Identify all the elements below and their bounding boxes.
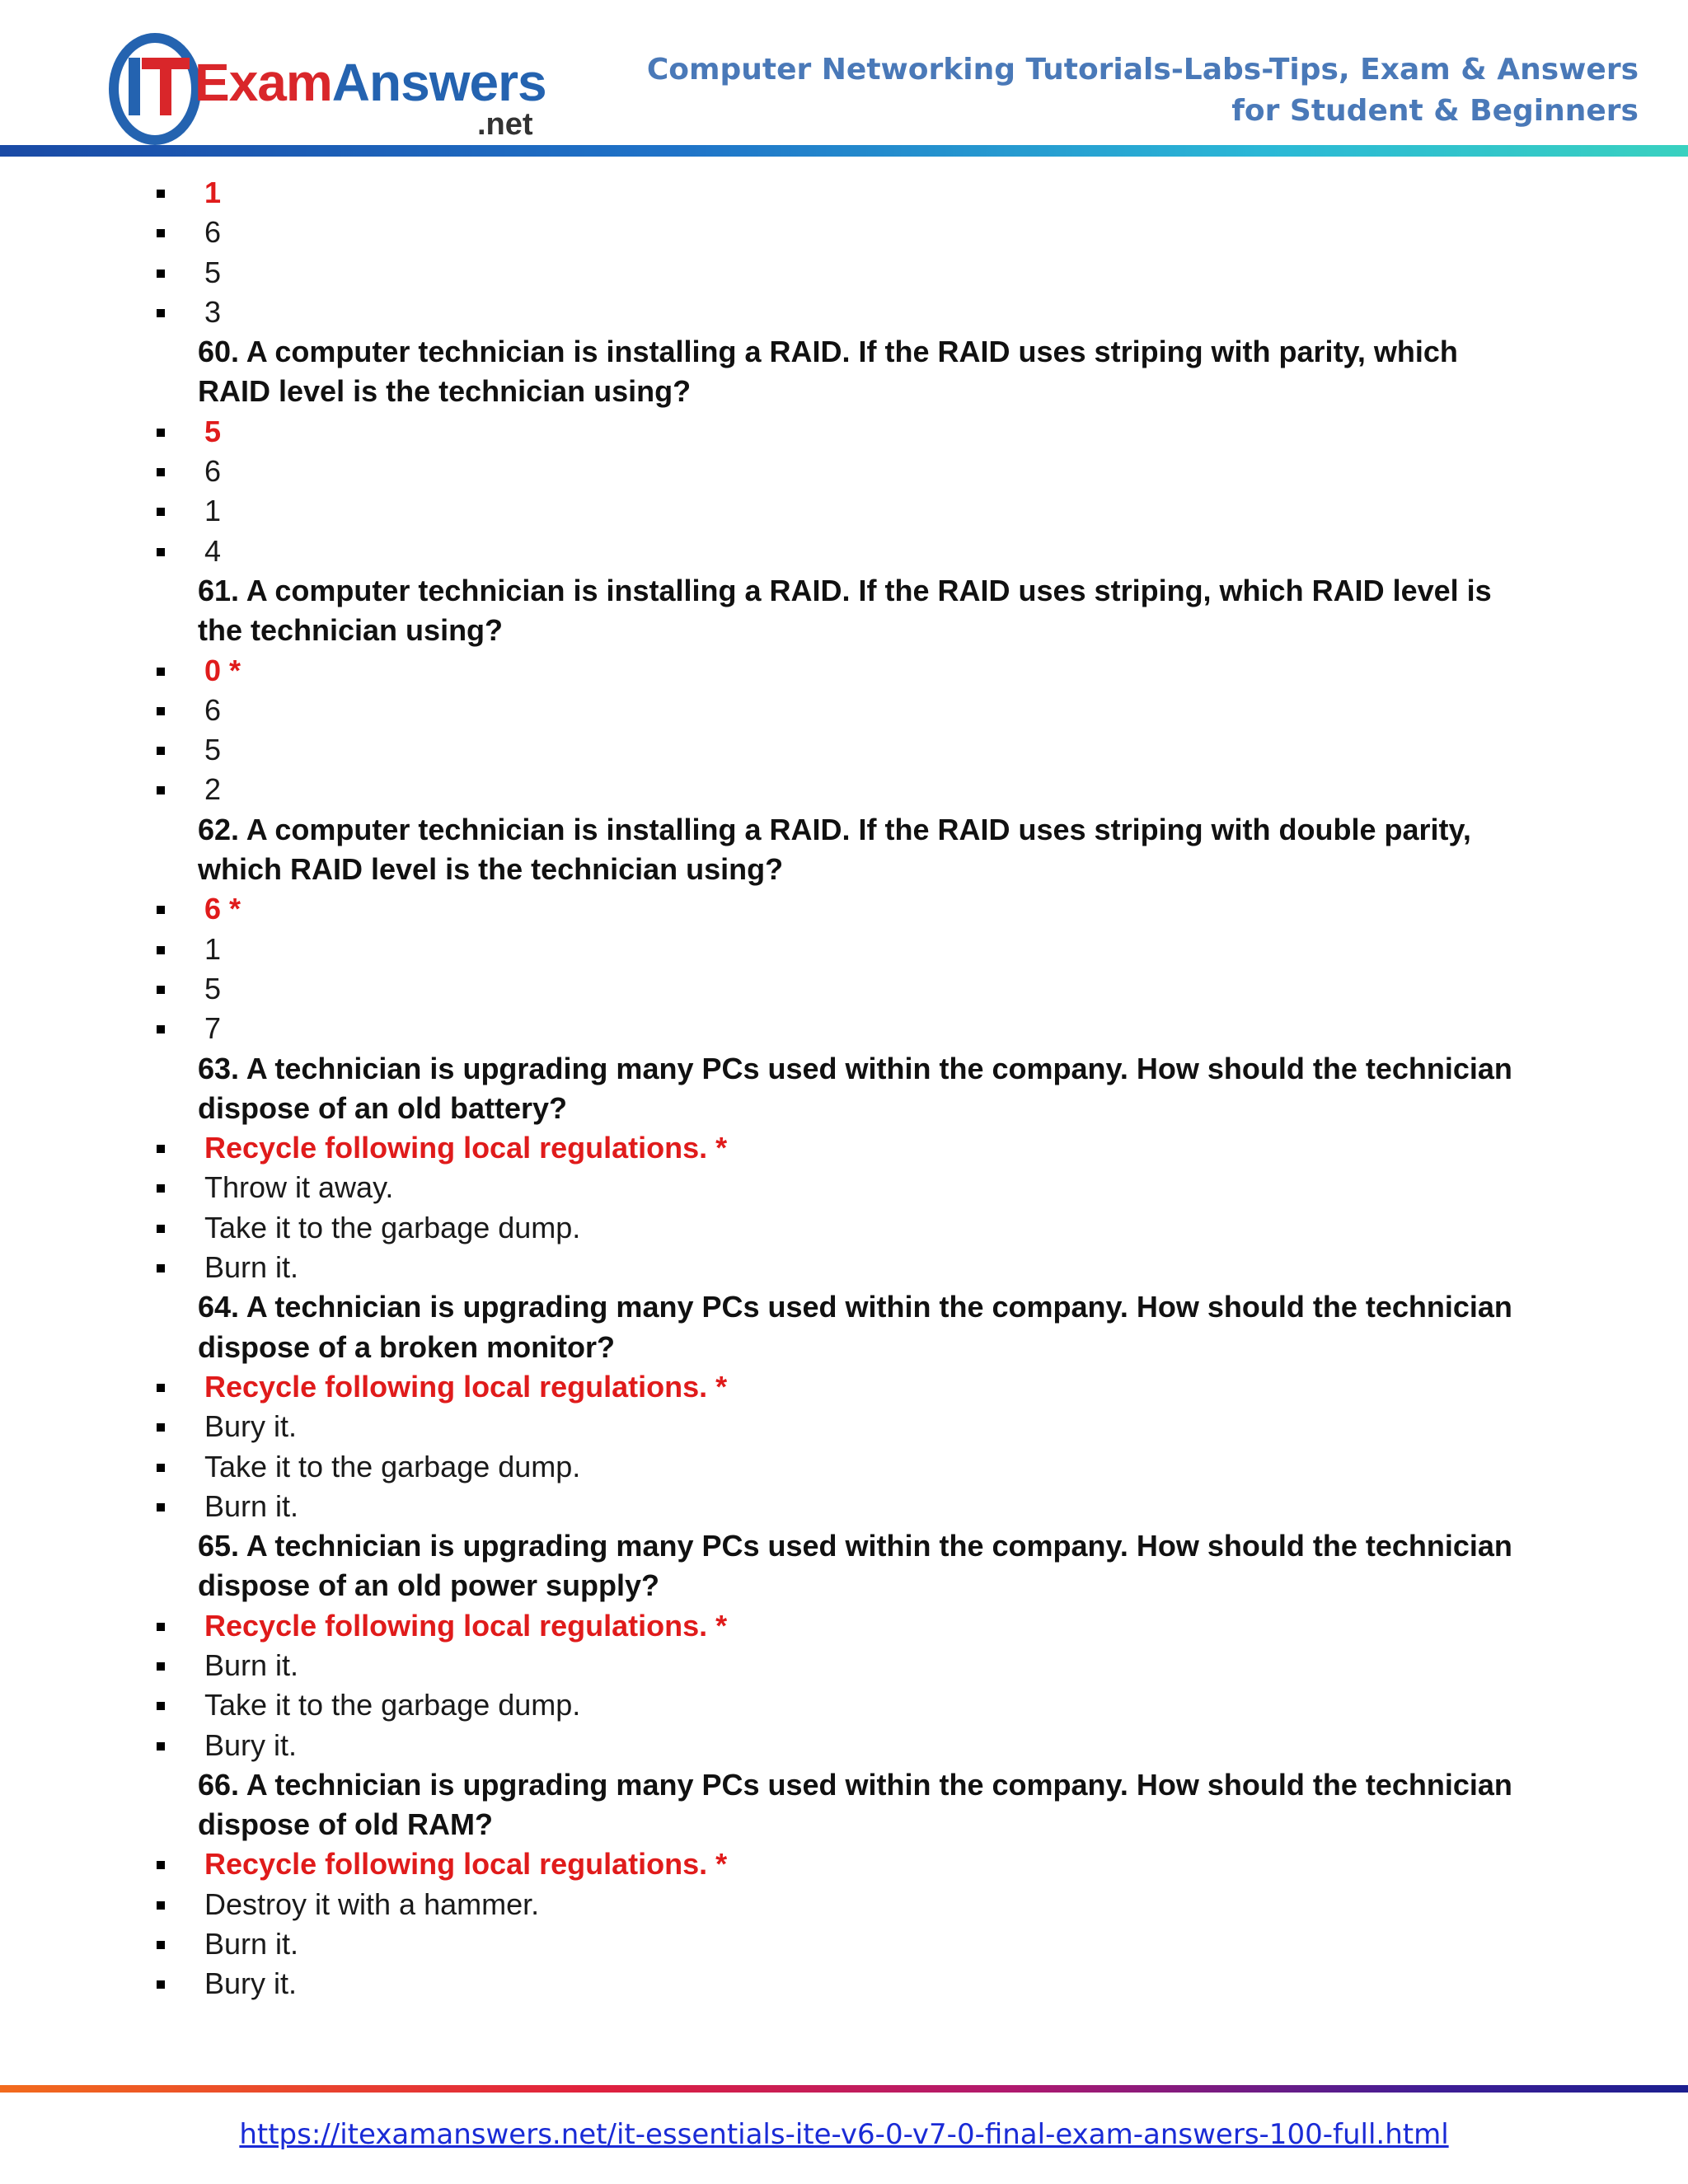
option-text: Take it to the garbage dump. [204,1688,581,1722]
header-divider [0,145,1688,157]
question-text-line [0,1049,1688,1089]
option-text: 1 [204,931,222,966]
option-text: 5 [204,971,222,1005]
answer-option [0,1168,1688,1207]
answer-option [0,253,1688,293]
answer-option [0,1248,1688,1287]
bullet-icon [157,906,165,914]
bullet-icon [157,548,165,556]
option-text: 6 [204,215,222,250]
question-text: RAID level is the technician using? [198,374,692,409]
question-text-line [0,372,1688,411]
answer-option [0,213,1688,252]
question-text: 62. A computer technician is installing a RAID. If the RAID uses striping with double parity, [198,812,1471,846]
answer-option [0,1924,1688,1964]
bullet-icon [157,1980,165,1989]
option-text: Take it to the garbage dump. [204,1449,581,1483]
bullet-icon [157,309,165,317]
bullet-icon [157,1225,165,1233]
option-text: Throw it away. [204,1170,394,1205]
question-text-line [0,1566,1688,1605]
correct-answer-option [0,1128,1688,1168]
answer-option [0,691,1688,730]
option-text: 6 * [204,892,241,926]
question-text-line [0,1089,1688,1128]
bullet-icon [157,1184,165,1193]
bullet-icon [157,1423,165,1432]
question-text-line [0,850,1688,889]
tagline-line-2: for Student & Beginners [1231,94,1639,128]
bullet-icon [157,1861,165,1869]
logo-it-emblem [106,31,204,147]
question-text-line [0,332,1688,372]
option-text: 4 [204,533,222,568]
option-text: 0 * [204,653,241,687]
option-text: Take it to the garbage dump. [204,1210,581,1244]
bullet-icon [157,986,165,994]
answer-option [0,1685,1688,1725]
correct-answer-option [0,1367,1688,1407]
option-text: 1 [204,494,222,528]
option-text: 6 [204,692,222,727]
bullet-icon [157,1742,165,1750]
option-text: Recycle following local regulations. * [204,1847,728,1882]
answer-option [0,1447,1688,1487]
option-text: Bury it. [204,1727,298,1762]
question-text-line [0,611,1688,650]
option-text: Bury it. [204,1966,298,2001]
bullet-icon [157,1384,165,1392]
option-text: Burn it. [204,1647,299,1682]
question-text: the technician using? [198,613,504,648]
answer-option [0,1885,1688,1924]
bullet-icon [157,1702,165,1710]
question-text-line [0,1765,1688,1805]
exam-content [0,173,1688,2004]
correct-answer-option [0,412,1688,452]
answer-option [0,1726,1688,1765]
bullet-icon [157,468,165,476]
question-text: dispose of a broken monitor? [198,1329,616,1364]
footer-source-link[interactable]: https://itexamanswers.net/it-essentials-ite-v6-0-v7-0-final-exam-answers-100-full.html [239,2118,1449,2151]
option-text: 3 [204,294,222,329]
answer-option [0,1964,1688,2004]
option-text: Burn it. [204,1927,299,1961]
question-text: 65. A technician is upgrading many PCs used within the company. How should the technician [198,1529,1512,1563]
question-text-line [0,1287,1688,1327]
answer-option [0,1407,1688,1446]
answer-option [0,1009,1688,1048]
option-text: 5 [204,414,222,448]
question-text: dispose of old RAM? [198,1807,493,1842]
option-text: Recycle following local regulations. * [204,1369,728,1404]
site-logo[interactable] [106,31,551,147]
bullet-icon [157,429,165,437]
logo-exam-text: Exam [195,53,332,112]
answer-option [0,491,1688,531]
tagline-line-1: Computer Networking Tutorials-Labs-Tips, Exam & Answers [646,53,1639,87]
bullet-icon [157,1623,165,1631]
option-text: Recycle following local regulations. * [204,1131,728,1165]
option-text: Bury it. [204,1409,298,1444]
question-text-line [0,810,1688,850]
option-text: 5 [204,733,222,767]
logo-answers-text: Answers [331,53,546,112]
bullet-icon [157,1503,165,1511]
answer-option [0,930,1688,969]
site-tagline [647,49,1639,132]
option-text: Burn it. [204,1250,299,1285]
bullet-icon [157,1662,165,1671]
question-text-line [0,1805,1688,1844]
logo-wordmark [195,53,546,112]
correct-answer-option [0,1844,1688,1884]
correct-answer-option [0,889,1688,929]
bullet-icon [157,229,165,237]
question-text: 60. A computer technician is installing a RAID. If the RAID uses striping with parity, which [198,335,1458,369]
answer-option [0,969,1688,1009]
question-text-line [0,571,1688,611]
option-text: 6 [204,454,222,489]
bullet-icon [157,1025,165,1033]
question-text: 61. A computer technician is installing a RAID. If the RAID uses striping, which RAID level is [198,573,1492,607]
bullet-icon [157,946,165,954]
bullet-icon [157,786,165,794]
bullet-icon [157,508,165,516]
correct-answer-option [0,1606,1688,1646]
question-text: dispose of an old battery? [198,1090,568,1125]
answer-option [0,730,1688,770]
question-text: dispose of an old power supply? [198,1568,660,1603]
answer-option [0,452,1688,491]
bullet-icon [157,747,165,755]
answer-option [0,293,1688,332]
option-text: 2 [204,772,222,807]
option-text: 5 [204,255,222,289]
bullet-icon [157,190,165,198]
bullet-icon [157,1464,165,1472]
question-text-line [0,1328,1688,1367]
option-text: 1 [204,176,222,209]
page-header [0,0,1688,157]
answer-option [0,1487,1688,1526]
question-text: which RAID level is the technician using? [198,852,784,887]
correct-answer-option [0,173,1688,213]
footer-divider [0,2085,1688,2093]
answer-option [0,1208,1688,1248]
bullet-icon [157,269,165,278]
question-text-line [0,1526,1688,1566]
option-text: Burn it. [204,1488,299,1523]
question-text: 66. A technician is upgrading many PCs used within the company. How should the technician [198,1767,1512,1802]
bullet-icon [157,1264,165,1272]
answer-option [0,770,1688,809]
question-text: 63. A technician is upgrading many PCs used within the company. How should the technician [198,1051,1512,1085]
answer-option [0,532,1688,571]
bullet-icon [157,707,165,715]
logo-net-text: .net [477,107,533,142]
question-text: 64. A technician is upgrading many PCs used within the company. How should the technician [198,1290,1512,1324]
bullet-icon [157,1901,165,1910]
bullet-icon [157,1145,165,1153]
bullet-icon [157,1941,165,1949]
bullet-icon [157,668,165,676]
correct-answer-option [0,651,1688,691]
answer-option [0,1646,1688,1685]
option-text: Destroy it with a hammer. [204,1886,540,1921]
option-text: 7 [204,1011,222,1046]
option-text: Recycle following local regulations. * [204,1608,728,1643]
